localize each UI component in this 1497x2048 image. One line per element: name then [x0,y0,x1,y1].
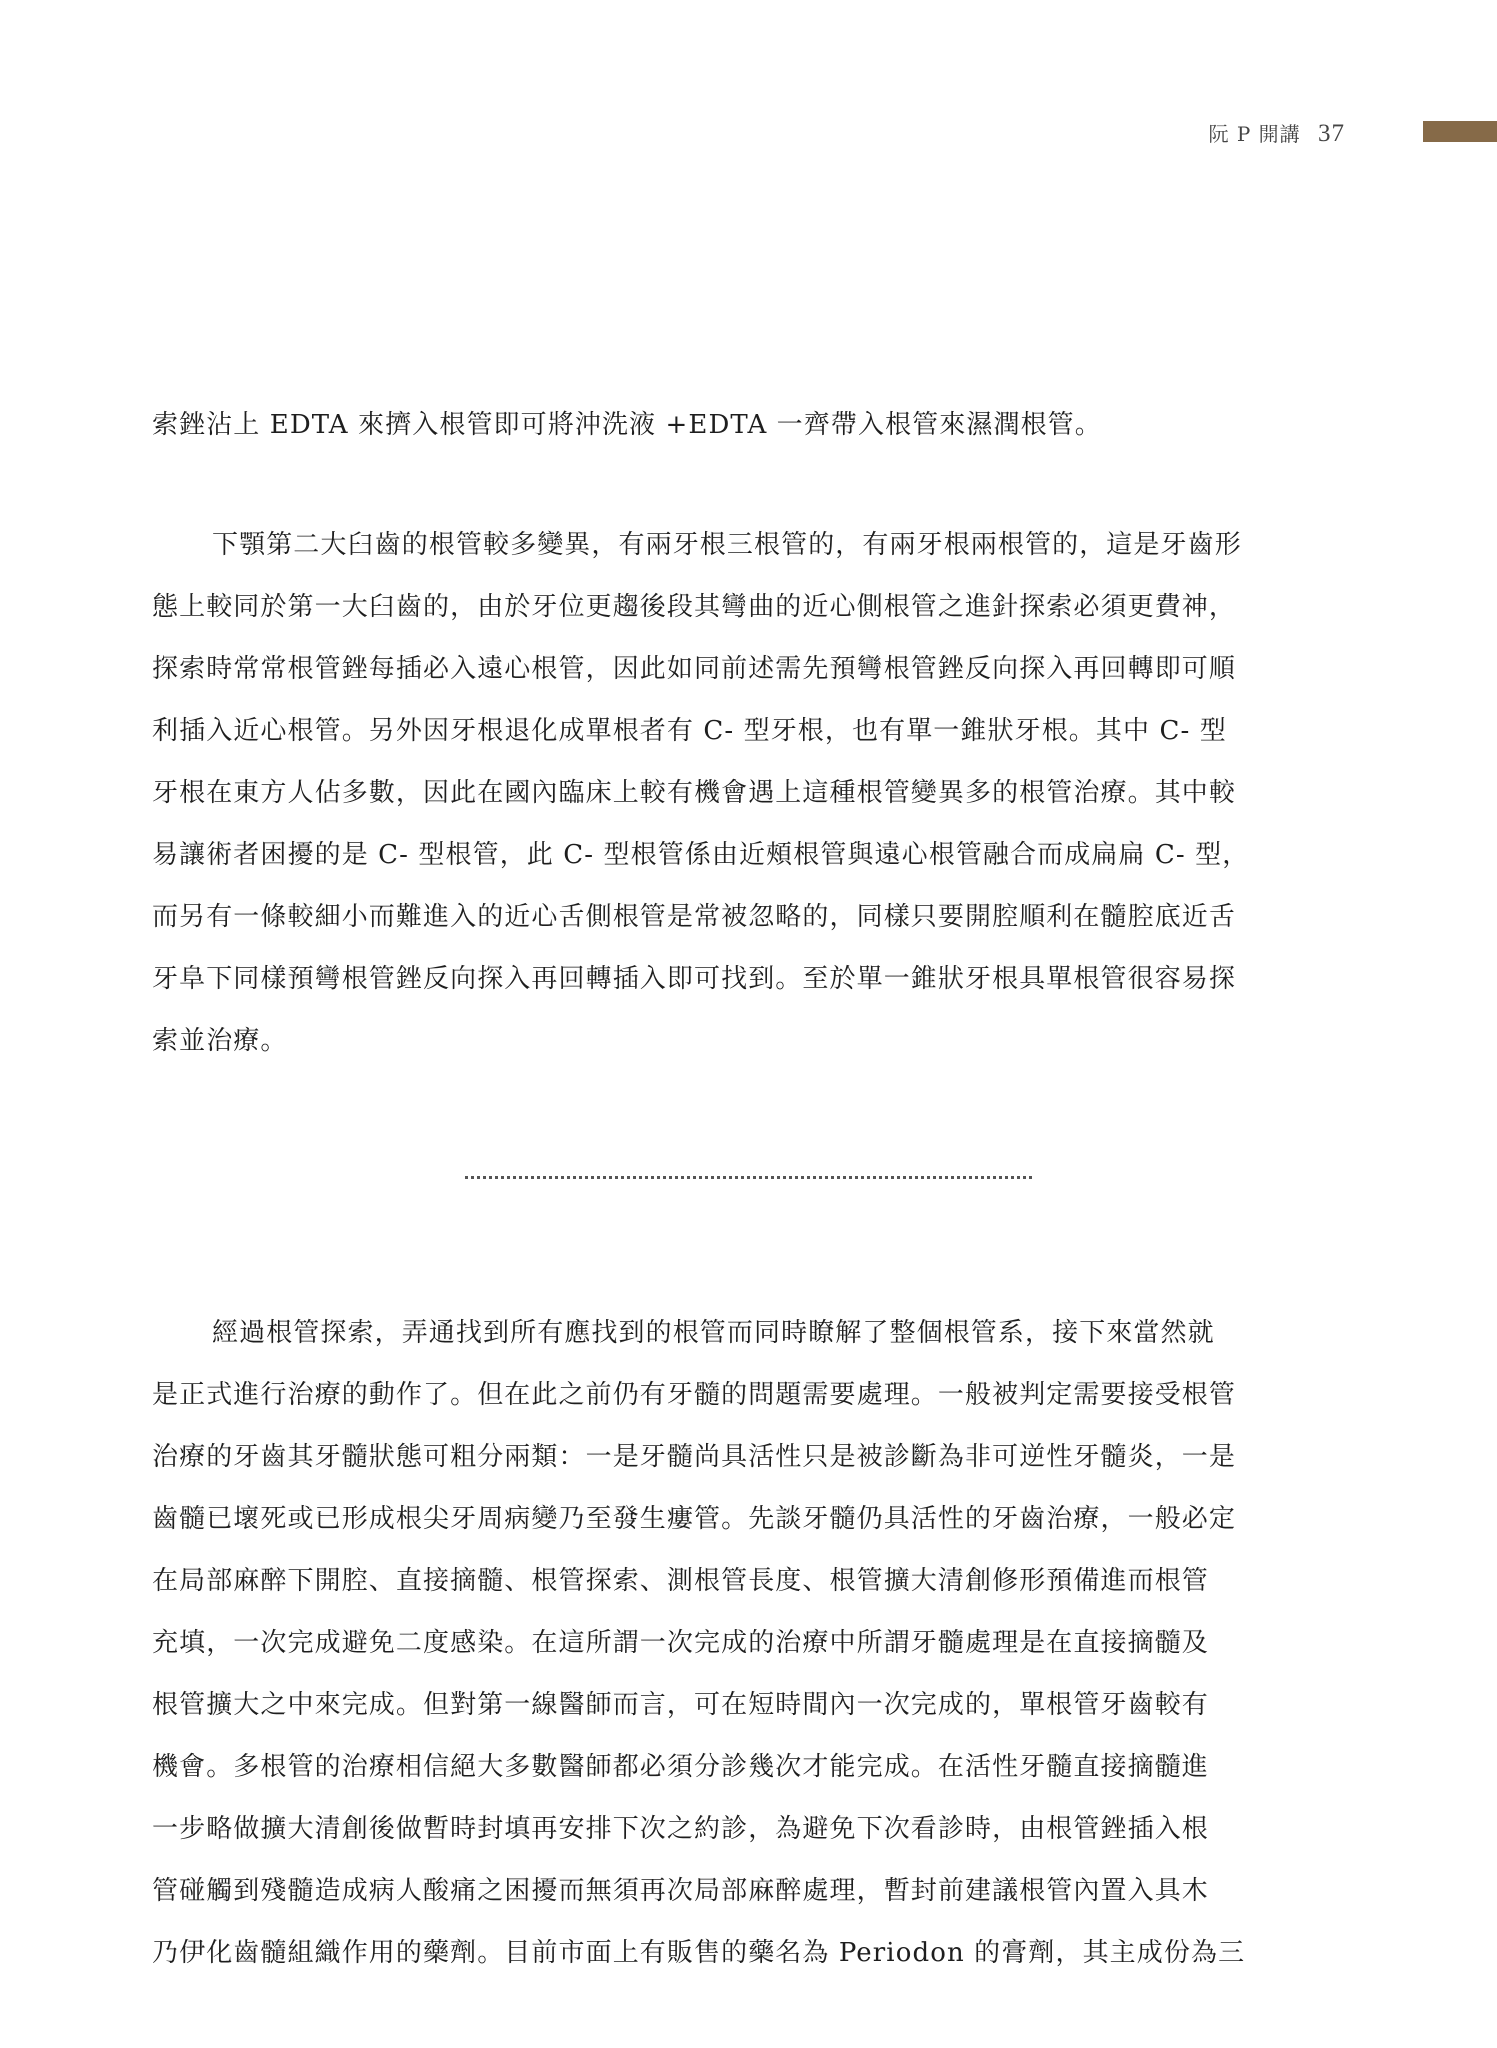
text-line: 管碰觸到殘髓造成病人酸痛之困擾而無須再次局部麻醉處理，暫封前建議根管內置入具木 [152,1876,1209,1906]
text-line: 一步略做擴大清創後做暫時封填再安排下次之約診，為避免下次看診時，由根管銼插入根 [152,1814,1209,1844]
text-line: 根管擴大之中來完成。但對第一線醫師而言，可在短時間內一次完成的，單根管牙齒較有 [152,1690,1209,1720]
text-line: 在局部麻醉下開腔、直接摘髓、根管探索、測根管長度、根管擴大清創修形預備進而根管 [152,1566,1209,1596]
text-line: 機會。多根管的治療相信絕大多數醫師都必須分診幾次才能完成。在活性牙髓直接摘髓進 [152,1752,1209,1782]
chapter-tab-marker [1423,121,1497,142]
page-body [152,394,1352,1984]
page-number: 37 [1318,120,1345,147]
text-line: 下顎第二大臼齒的根管較多變異，有兩牙根三根管的，有兩牙根兩根管的，這是牙齒形 [212,530,1242,560]
text-line: 索銼沾上 EDTA 來擠入根管即可將沖洗液 +EDTA 一齊帶入根管來濕潤根管。 [152,410,1102,440]
text-line: 易讓術者困擾的是 C- 型根管，此 C- 型根管係由近頰根管與遠心根管融合而成扁扁 C- 型， [152,840,1250,870]
text-line: 齒髓已壞死或已形成根尖牙周病變乃至發生瘻管。先談牙髓仍具活性的牙齒治療，一般必定 [152,1504,1237,1534]
paragraph-molar-variation [152,514,1352,1072]
text-line: 是正式進行治療的動作了。但在此之前仍有牙髓的問題需要處理。一般被判定需要接受根管 [152,1380,1237,1410]
paragraph-continued [152,394,1352,456]
header-title: 阮 P 開講 [1208,122,1301,146]
text-line: 充填，一次完成避免二度感染。在這所謂一次完成的治療中所謂牙髓處理是在直接摘髓及 [152,1628,1209,1658]
section-divider [465,1176,1032,1179]
text-line: 索並治療。 [152,1026,288,1056]
paragraph-pulp-treatment [152,1302,1352,1984]
text-line: 治療的牙齒其牙髓狀態可粗分兩類：一是牙髓尚具活性只是被診斷為非可逆性牙髓炎，一是 [152,1442,1237,1472]
text-line: 牙根在東方人佔多數，因此在國內臨床上較有機會遇上這種根管變異多的根管治療。其中較 [152,778,1237,808]
text-line: 態上較同於第一大臼齒的，由於牙位更趨後段其彎曲的近心側根管之進針探索必須更費神， [152,592,1237,622]
text-line: 經過根管探索，弄通找到所有應找到的根管而同時瞭解了整個根管系，接下來當然就 [212,1318,1215,1348]
text-line: 乃伊化齒髓組織作用的藥劑。目前市面上有販售的藥名為 Periodon 的膏劑，其主成份為三 [152,1938,1246,1968]
text-line: 利插入近心根管。另外因牙根退化成單根者有 C- 型牙根，也有單一錐狀牙根。其中 C- 型 [152,716,1227,746]
text-line: 探索時常常根管銼每插必入遠心根管，因此如同前述需先預彎根管銼反向探入再回轉即可順 [152,654,1237,684]
text-line: 而另有一條較細小而難進入的近心舌側根管是常被忽略的，同樣只要開腔順利在髓腔底近舌 [152,902,1237,932]
text-line: 牙阜下同樣預彎根管銼反向探入再回轉插入即可找到。至於單一錐狀牙根具單根管很容易探 [152,964,1237,994]
running-header [1208,118,1345,148]
